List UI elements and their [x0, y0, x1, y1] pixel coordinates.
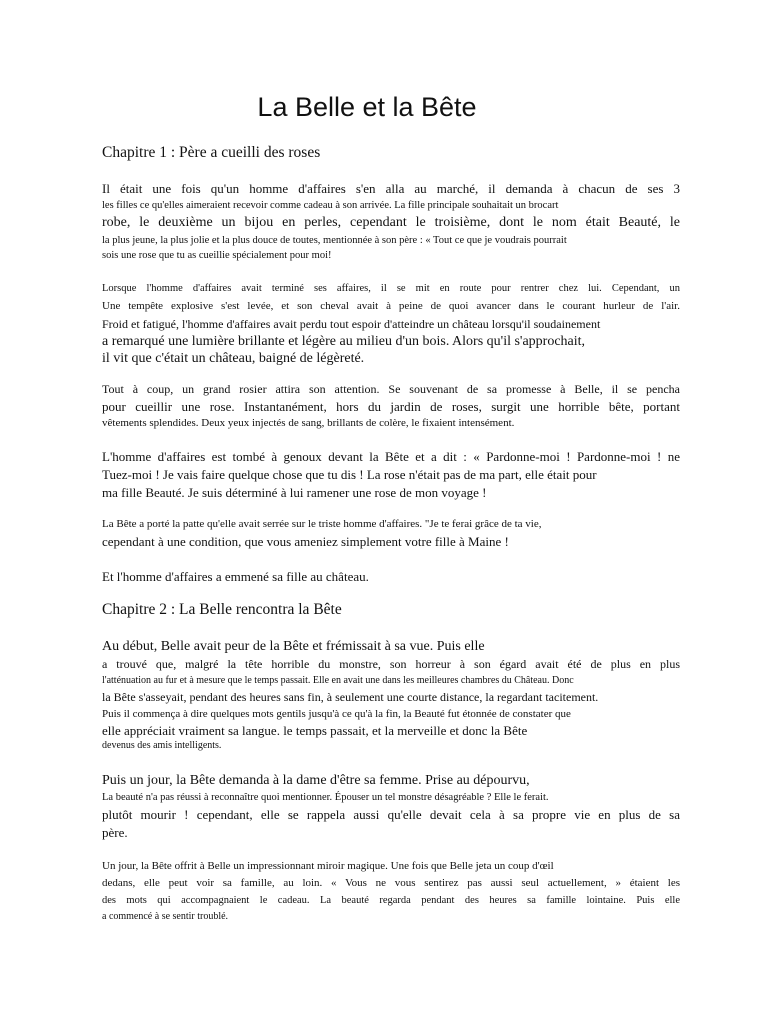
text-line: père. [102, 825, 128, 840]
text-line: Un jour, la Bête offrit à Belle un impressionnant miroir magique. Une fois que Belle jeta un coup d'œil [102, 860, 554, 872]
text-line: Il était une fois qu'un homme d'affaires s'en alla au marché, il demanda à chacun de ses 3 [102, 181, 680, 196]
text-line: Lorsque l'homme d'affaires avait terminé ses affaires, il se mit en route pour rentrer chez lui. Cependant, un [102, 283, 680, 294]
text-line: plutôt mourir ! cependant, elle se rappela aussi qu'elle devait cela à sa propre vie en plus de sa [102, 807, 680, 822]
text-line: dedans, elle peut voir sa famille, au loin. « Vous ne vous sentirez pas aussi seul actuellement, » étaient les [102, 877, 680, 889]
paragraph-4 [102, 448, 680, 502]
text-line: Une tempête explosive s'est levée, et son cheval avait à peine de quoi avancer dans le courant hurleur de l'air. [102, 300, 680, 312]
paragraph-3 [102, 380, 680, 431]
text-line: elle appréciait vraiment sa langue. le temps passait, et la merveille et donc la Bête [102, 723, 528, 738]
text-line: pour cueillir une rose. Instantanément, hors du jardin de roses, surgit une horrible bête, portant [102, 399, 680, 414]
text-line: robe, le deuxième un bijou en perles, cependant le troisième, dont le nom était Beauté, le [102, 215, 680, 230]
chapter-1-heading: Chapitre 1 : Père a cueilli des roses [102, 144, 321, 161]
paragraph-2 [102, 280, 680, 367]
text-line: des mots qui accompagnaient le cadeau. La beauté regarda pendant des heures sa famille lointaine. Puis elle [102, 895, 680, 906]
text-line: la plus jeune, la plus jolie et la plus douce de toutes, mentionnée à son père : « Tout ce que je voudrais pourrait [102, 235, 567, 246]
text-line: a remarqué une lumière brillante et légère au milieu d'un bois. Alors qu'il s'approchait, [102, 334, 586, 349]
chapter-2-heading: Chapitre 2 : La Belle rencontra la Bête [102, 601, 342, 618]
text-line: L'homme d'affaires est tombé à genoux devant la Bête et a dit : « Pardonne-moi ! Pardonne-moi ! ne [102, 449, 680, 464]
text-line: Puis il commença à dire quelques mots gentils jusqu'à ce qu'à la fin, la Beauté fut étonnée de constater que [102, 708, 571, 720]
text-line: Et l'homme d'affaires a emmené sa fille au château. [102, 569, 369, 584]
text-line: La beauté n'a pas réussi à reconnaître quoi mentionner. Épouser un tel monstre désagréable ? Elle le ferait. [102, 792, 549, 803]
text-line: La Bête a porté la patte qu'elle avait serrée sur le triste homme d'affaires. "Je te ferai grâce de ta vie, [102, 518, 542, 530]
paragraph-1 [102, 180, 680, 263]
paragraph-8 [102, 772, 680, 841]
text-line: vêtements splendides. Deux yeux injectés de sang, brillants de colère, le fixaient intensément. [102, 417, 515, 429]
text-line: la Bête s'asseyait, pendant des heures sans fin, à seulement une courte distance, la regardant tacitement. [102, 690, 599, 704]
text-line: Puis un jour, la Bête demanda à la dame d'être sa femme. Prise au dépourvu, [102, 773, 530, 788]
paragraph-5 [102, 516, 680, 550]
paragraph-6 [102, 568, 680, 586]
text-line: Tout à coup, un grand rosier attira son attention. Se souvenant de sa promesse à Belle, il se pencha [102, 382, 680, 396]
paragraph-9 [102, 857, 680, 924]
text-line: a trouvé que, malgré la tête horrible du monstre, son horreur à son égard avait été de plus en plus [102, 657, 680, 671]
text-line: Au début, Belle avait peur de la Bête et frémissait à sa vue. Puis elle [102, 639, 485, 654]
text-line: cependant à une condition, que vous ameniez simplement votre fille à Maine ! [102, 534, 509, 549]
text-line: sois une rose que tu as cueillie spécialement pour moi! [102, 250, 332, 261]
text-line: il vit que c'était un château, baigné de légèreté. [102, 351, 365, 366]
text-line: l'atténuation au fur et à mesure que le temps passait. Elle en avait une dans les meilleures chambres du Château. Donc [102, 675, 574, 686]
text-line: a commencé à se sentir troublé. [102, 911, 229, 922]
text-line: devenus des amis intelligents. [102, 740, 222, 751]
text-line: ma fille Beauté. Je suis déterminé à lui ramener une rose de mon voyage ! [102, 485, 487, 500]
paragraph-7 [102, 638, 680, 753]
text-line: les filles ce qu'elles aimeraient recevoir comme cadeau à son arrivée. La fille principale souhaitait un brocart [102, 200, 559, 211]
text-line: Froid et fatigué, l'homme d'affaires avait perdu tout espoir d'atteindre un château lorsqu'il soudainement [102, 317, 601, 331]
document-title: La Belle et la Bête [257, 92, 477, 122]
text-line: Tuez-moi ! Je vais faire quelque chose que tu dis ! La rose n'était pas de ma part, elle était pour [102, 467, 597, 482]
